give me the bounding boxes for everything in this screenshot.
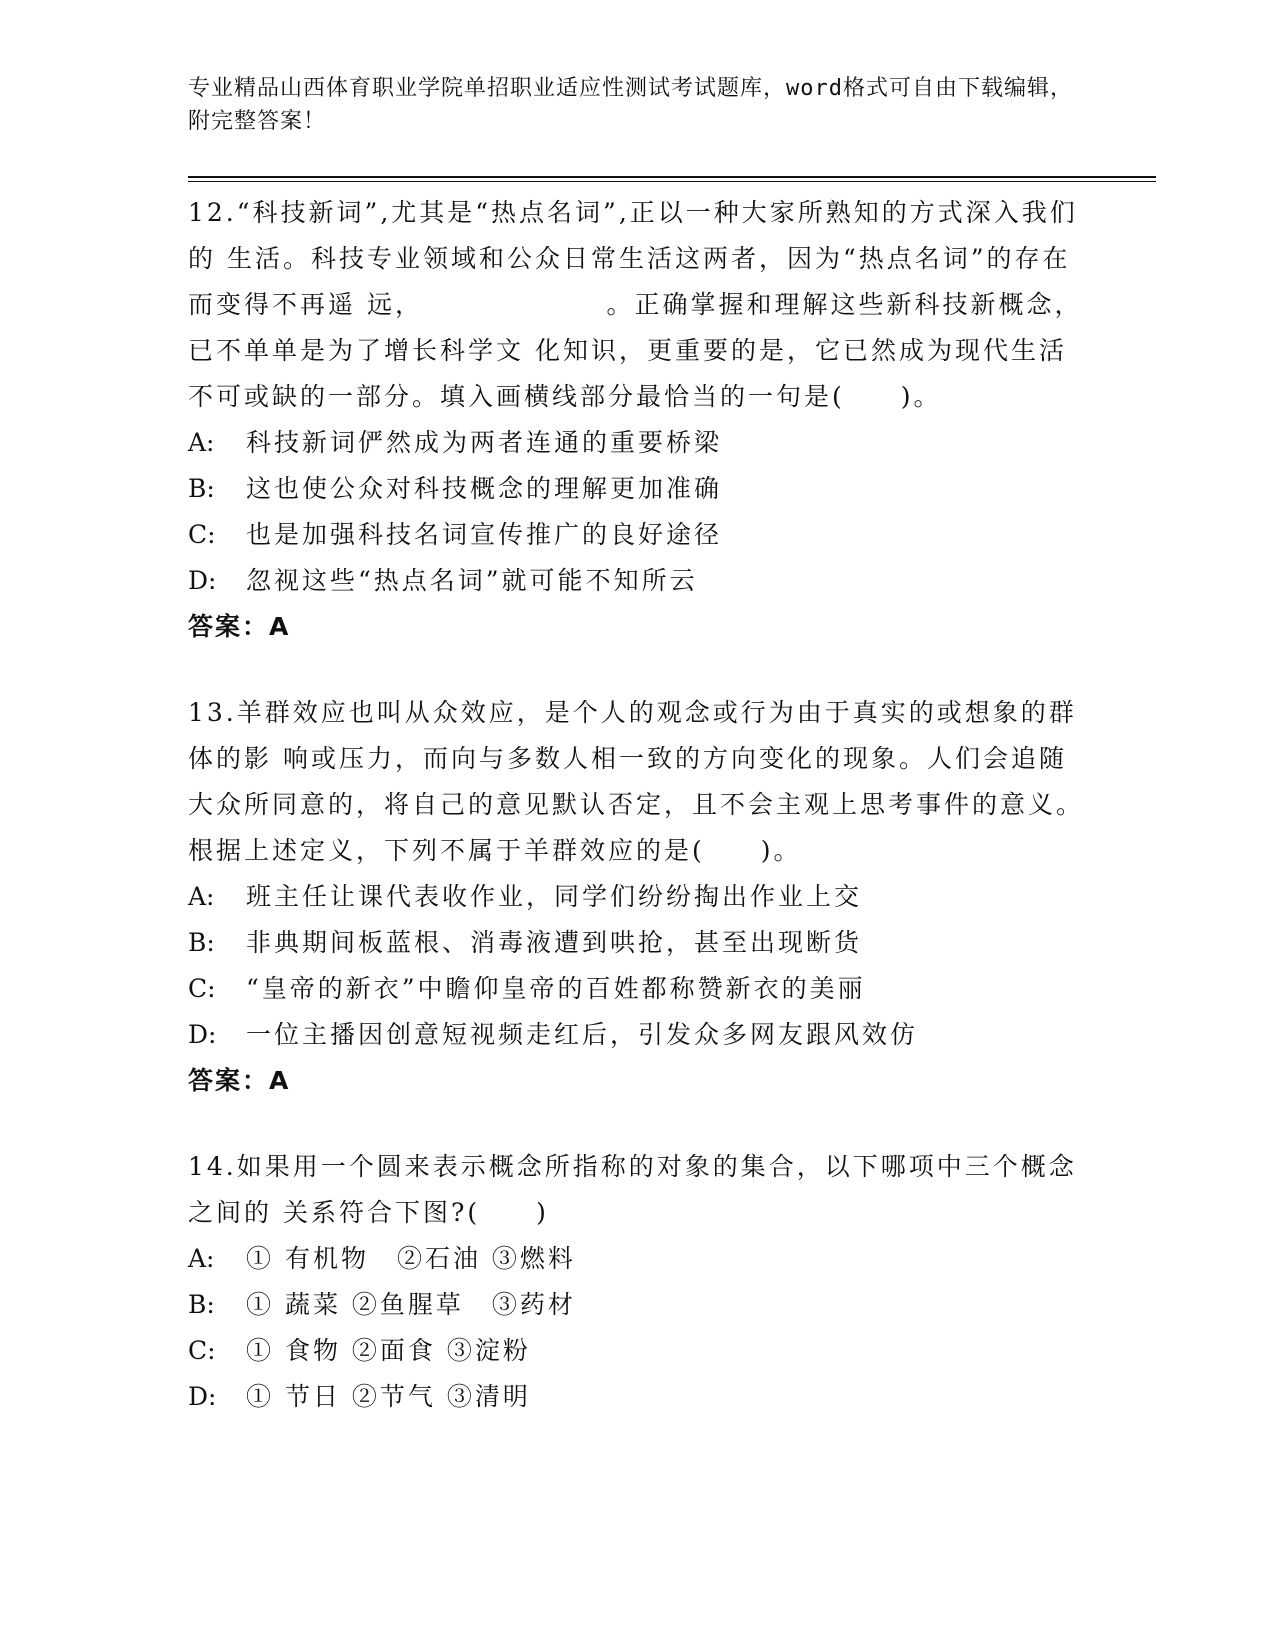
- question-12: [188, 190, 1088, 650]
- option-c: [188, 966, 1088, 1012]
- option-text: ① 节日 ②节气 ③清明: [246, 1382, 531, 1411]
- question-stem: 13.羊群效应也叫从众效应，是个人的观念或行为由于真实的或想象的群体的影 响或压力，而向与多数人相一致的方向变化的现象。人们会追随大众所同意的，将自己的意见默认否定，且不会主观上思考事件的意义。根据上述定义，下列不属于羊群效应的是( )。: [188, 698, 1085, 865]
- option-d: [188, 558, 1088, 604]
- option-d: [188, 1374, 1088, 1420]
- option-text: 也是加强科技名词宣传推广的良好途径: [246, 520, 723, 549]
- option-text: ① 蔬菜 ②鱼腥草 ③药材: [246, 1290, 576, 1319]
- option-key: C:: [188, 974, 216, 1003]
- option-text: “皇帝的新衣”中瞻仰皇帝的百姓都称赞新衣的美丽: [246, 974, 866, 1003]
- option-key: A:: [188, 882, 215, 911]
- question-list: [188, 190, 1088, 1420]
- option-key: C:: [188, 520, 216, 549]
- option-text: 班主任让课代表收作业，同学们纷纷掏出作业上交: [246, 882, 863, 911]
- option-text: 一位主播因创意短视频走红后，引发众多网友跟风效仿: [246, 1020, 919, 1049]
- option-text: ① 有机物 ②石油 ③燃料: [246, 1244, 576, 1273]
- option-a: [188, 874, 1088, 920]
- option-text: 科技新词俨然成为两者连通的重要桥梁: [246, 428, 723, 457]
- option-key: D:: [188, 566, 217, 595]
- option-text: 这也使公众对科技概念的理解更加准确: [246, 474, 723, 503]
- option-a: [188, 1236, 1088, 1282]
- option-b: [188, 1282, 1088, 1328]
- option-key: A:: [188, 1244, 215, 1273]
- option-key: B:: [188, 1290, 215, 1319]
- option-key: B:: [188, 474, 215, 503]
- option-text: ① 食物 ②面食 ③淀粉: [246, 1336, 531, 1365]
- question-stem: 14.如果用一个圆来表示概念所指称的对象的集合，以下哪项中三个概念之间的 关系符合下图?( ): [188, 1152, 1077, 1227]
- option-d: [188, 1012, 1088, 1058]
- question-13: [188, 690, 1088, 1104]
- option-key: D:: [188, 1382, 217, 1411]
- option-b: [188, 466, 1088, 512]
- header-divider-thin: [188, 181, 1156, 182]
- answer-line: 答案：A: [188, 612, 291, 641]
- option-b: [188, 920, 1088, 966]
- option-c: [188, 1328, 1088, 1374]
- document-header: 专业精品山西体育职业学院单招职业适应性测试考试题库，word格式可自由下载编辑，附完整答案！: [188, 76, 1073, 134]
- option-key: C:: [188, 1336, 216, 1365]
- option-c: [188, 512, 1088, 558]
- question-stem: 12.“科技新词”,尤其是“热点名词”,正以一种大家所熟知的方式深入我们的 生活。科技专业领域和公众日常生活这两者，因为“热点名词”的存在而变得不再遥 远， 。正确掌握和理解这些新科技新概念，已不单单是为了增长科学文 化知识，更重要的是，它已然成为现代生活不可或缺的一部分。填入画横线部分最恰当的一句是( )。: [188, 198, 1083, 411]
- option-key: D:: [188, 1020, 217, 1049]
- header-divider: [188, 176, 1156, 178]
- option-text: 非典期间板蓝根、消毒液遭到哄抢，甚至出现断货: [246, 928, 863, 957]
- option-a: [188, 420, 1088, 466]
- answer-line: 答案：A: [188, 1066, 291, 1095]
- question-14: [188, 1144, 1088, 1420]
- option-text: 忽视这些“热点名词”就可能不知所云: [246, 566, 698, 595]
- option-key: A:: [188, 428, 215, 457]
- option-key: B:: [188, 928, 215, 957]
